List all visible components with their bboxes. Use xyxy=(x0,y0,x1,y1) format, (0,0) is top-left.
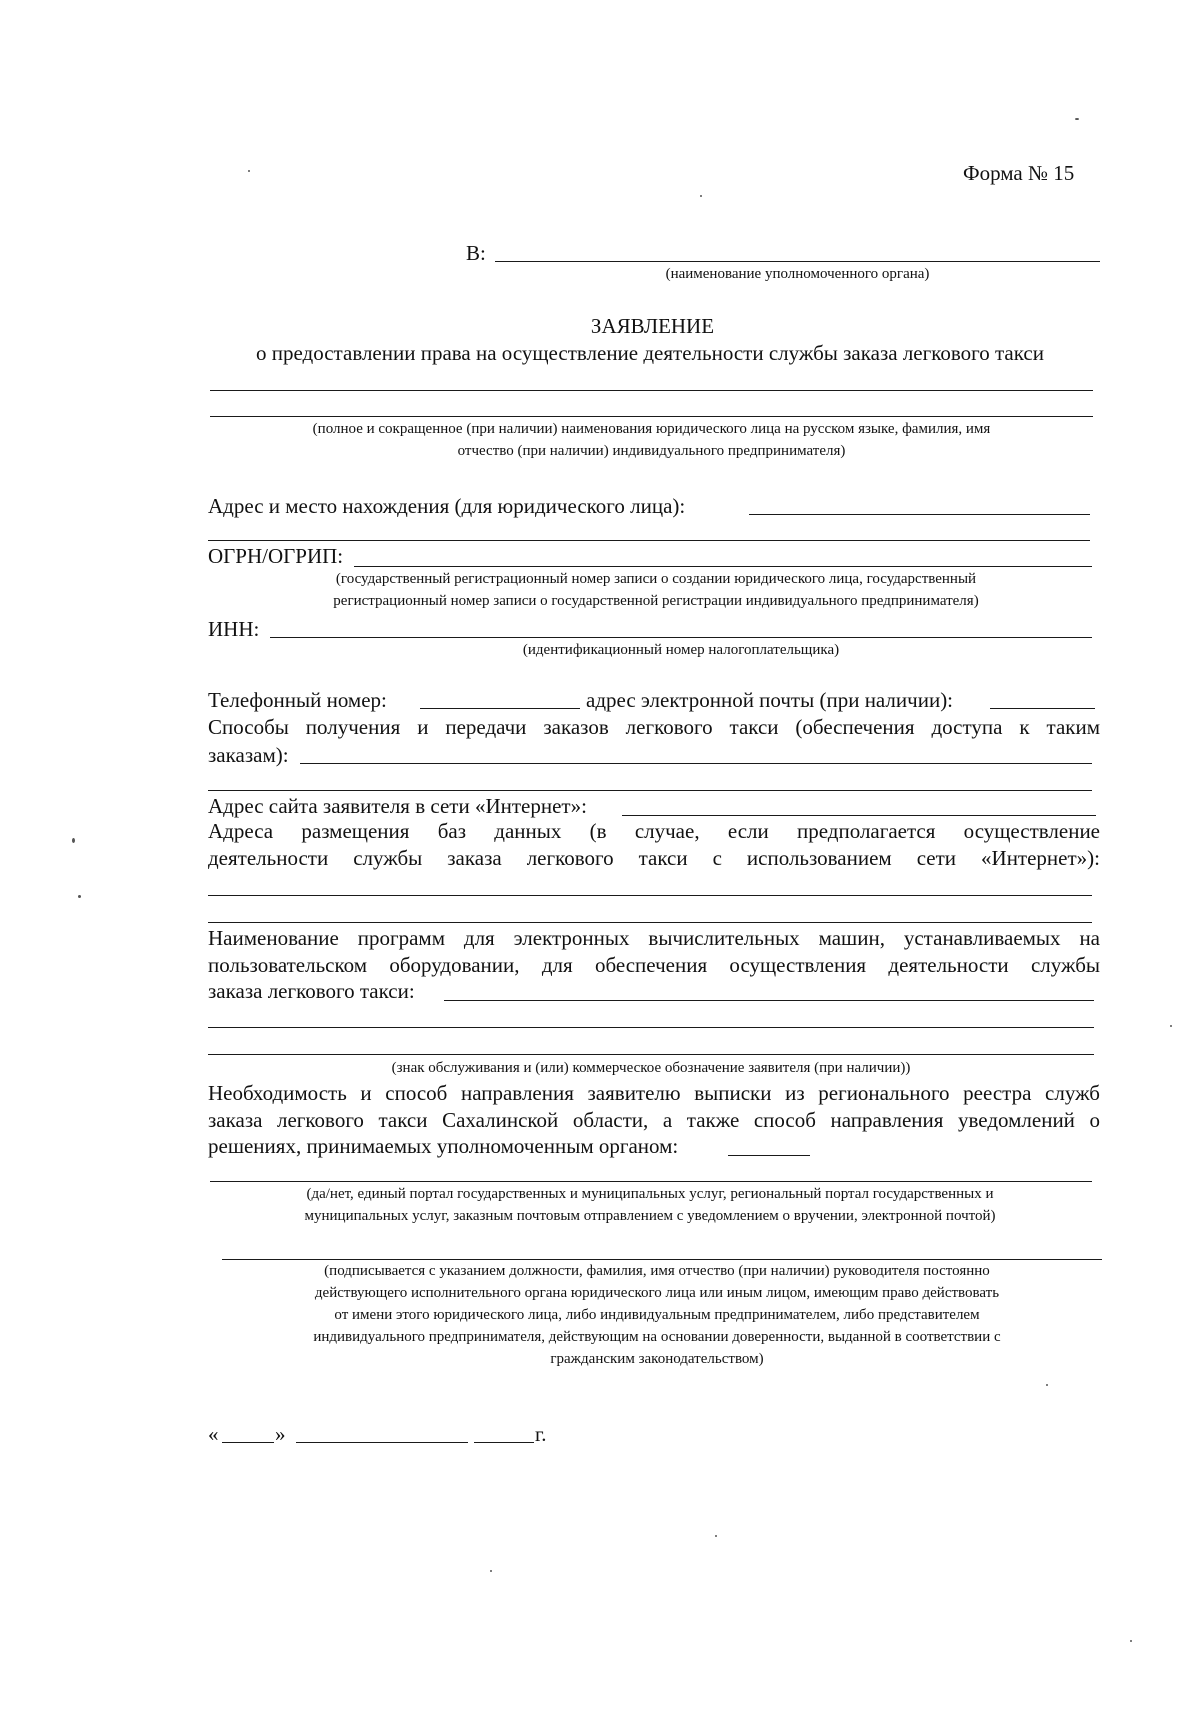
applicant-name-field-2[interactable] xyxy=(210,416,1093,417)
date-close-quote: » xyxy=(275,1422,286,1446)
databases-field-2[interactable] xyxy=(208,922,1092,923)
methods-field-2[interactable] xyxy=(208,790,1092,791)
service-mark-caption: (знак обслуживания и (или) коммерческое обозначение заявителя (при наличии)) xyxy=(391,1060,911,1076)
ogrn-field[interactable] xyxy=(354,566,1092,567)
databases-label-line1: Адреса размещения баз данных (в случае, если предполагается осуществление xyxy=(208,819,1100,843)
scan-speck xyxy=(72,838,75,843)
phone-field[interactable] xyxy=(420,708,580,709)
methods-label-line1: Способы получения и передачи заказов легкового такси (обеспечения доступа к таким xyxy=(208,715,1100,739)
inn-caption: (идентификационный номер налогоплательщика) xyxy=(522,642,840,658)
extract-field-2[interactable] xyxy=(210,1181,1092,1182)
document-subtitle: о предоставлении права на осуществление деятельности службы заказа легкового такси xyxy=(256,341,1044,365)
form-number: Форма № 15 xyxy=(963,161,1075,185)
scan-speck xyxy=(248,170,250,172)
databases-label-line2: деятельности службы заказа легкового такси с использованием сети «Интернет»): xyxy=(208,846,1100,870)
website-field[interactable] xyxy=(622,815,1096,816)
document-title: ЗАЯВЛЕНИЕ xyxy=(590,314,715,338)
methods-label-line2: заказам): xyxy=(208,743,289,767)
date-year-suffix: г. xyxy=(535,1422,547,1446)
signature-caption-line2: действующего исполнительного органа юридического лица или иным лицом, имеющим право действовать xyxy=(314,1285,1000,1301)
website-label: Адрес сайта заявителя в сети «Интернет»: xyxy=(208,794,587,818)
databases-field-1[interactable] xyxy=(208,895,1092,896)
extract-caption-line1: (да/нет, единый портал государственных и муниципальных услуг, региональный портал государственных и xyxy=(306,1186,994,1202)
address-field-2[interactable] xyxy=(208,540,1090,541)
scan-speck xyxy=(715,1535,717,1537)
to-label: В: xyxy=(466,241,486,265)
scan-speck xyxy=(1046,1384,1048,1386)
scan-speck xyxy=(78,895,81,898)
inn-label: ИНН: xyxy=(208,617,260,641)
extract-caption-line2: муниципальных услуг, заказным почтовым отправлением с уведомлением о вручении, электронной почтой) xyxy=(304,1208,996,1224)
applicant-name-caption-line1: (полное и сокращенное (при наличии) наименования юридического лица на русском языке, фамилия, имя xyxy=(312,421,991,437)
scan-speck xyxy=(1075,118,1079,120)
software-field-1[interactable] xyxy=(444,1000,1094,1001)
software-label-line3: заказа легкового такси: xyxy=(208,979,415,1003)
extract-label-line3: решениях, принимаемых уполномоченным органом: xyxy=(208,1134,679,1158)
scan-speck xyxy=(700,195,702,197)
signature-caption-line5: гражданским законодательством) xyxy=(550,1351,764,1367)
authority-field[interactable] xyxy=(495,261,1100,262)
address-label: Адрес и место нахождения (для юридического лица): xyxy=(208,494,686,518)
email-label: адрес электронной почты (при наличии): xyxy=(586,688,954,712)
applicant-name-caption-line2: отчество (при наличии) индивидуального предпринимателя) xyxy=(457,443,846,459)
signature-caption-line3: от имени этого юридического лица, либо индивидуальным предпринимателем, либо представителем xyxy=(334,1307,980,1323)
email-field[interactable] xyxy=(990,708,1095,709)
ogrn-caption-line1: (государственный регистрационный номер записи о создании юридического лица, государственный xyxy=(335,571,977,587)
methods-field-1[interactable] xyxy=(300,763,1092,764)
ogrn-caption-line2: регистрационный номер записи о государственной регистрации индивидуального предпринимателя) xyxy=(333,593,979,609)
scan-speck xyxy=(1130,1640,1132,1642)
applicant-name-field-1[interactable] xyxy=(210,390,1093,391)
software-label-line2: пользовательском оборудовании, для обеспечения осуществления деятельности службы xyxy=(208,953,1100,977)
signature-caption-line1: (подписывается с указанием должности, фамилия, имя отчество (при наличии) руководителя постоянно xyxy=(324,1263,990,1279)
date-open-quote: « xyxy=(208,1422,219,1446)
extract-label-line2: заказа легкового такси Сахалинской области, а также способ направления уведомлений о xyxy=(208,1108,1100,1132)
signature-field[interactable] xyxy=(222,1259,1102,1260)
authority-caption: (наименование уполномоченного органа) xyxy=(665,266,930,282)
scan-speck xyxy=(1170,1025,1172,1027)
extract-field-1[interactable] xyxy=(728,1155,810,1156)
inn-field[interactable] xyxy=(270,637,1092,638)
date-month-field[interactable] xyxy=(296,1442,468,1443)
phone-label: Телефонный номер: xyxy=(208,688,387,712)
scan-speck xyxy=(490,1570,492,1572)
ogrn-label: ОГРН/ОГРИП: xyxy=(208,544,344,568)
date-day-field[interactable] xyxy=(222,1442,274,1443)
software-field-2[interactable] xyxy=(208,1027,1094,1028)
date-year-field[interactable] xyxy=(474,1442,534,1443)
signature-caption-line4: индивидуального предпринимателя, действующим на основании доверенности, выданной в соответствии с xyxy=(313,1329,1001,1345)
software-label-line1: Наименование программ для электронных вычислительных машин, устанавливаемых на xyxy=(208,926,1100,950)
extract-label-line1: Необходимость и способ направления заявителю выписки из регионального реестра служб xyxy=(208,1081,1100,1105)
service-mark-field[interactable] xyxy=(208,1054,1094,1055)
address-field-1[interactable] xyxy=(749,514,1090,515)
